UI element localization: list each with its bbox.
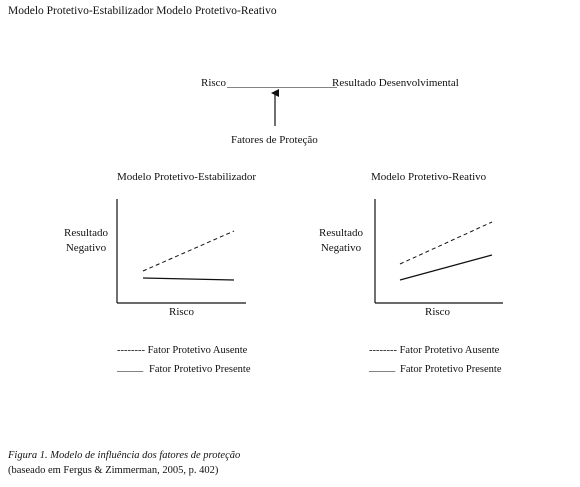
- risk-outcome-connector: ____________________: [227, 77, 337, 89]
- left-legend-present-swatch: _____: [117, 362, 144, 373]
- right-panel-ylabel-line1: Resultado: [319, 227, 363, 239]
- right-legend-present-swatch: _____: [369, 362, 396, 373]
- right-panel-ylabel-line2: Negativo: [320, 242, 362, 254]
- left-panel-absent-line: [143, 231, 234, 271]
- protective-factors-label: Fatores de Proteção: [231, 134, 318, 146]
- developmental-outcome-label: Resultado Desenvolvimental: [332, 77, 459, 89]
- left-panel-title: Modelo Protetivo-Estabilizador: [117, 171, 256, 183]
- right-panel-title: Modelo Protetivo-Reativo: [371, 171, 487, 183]
- page-title: Modelo Protetivo-Estabilizador Modelo Protetivo-Reativo: [8, 5, 277, 17]
- right-legend-present: Fator Protetivo Presente: [400, 364, 502, 375]
- right-panel-xlabel: Risco: [425, 306, 451, 318]
- risk-label: Risco: [201, 77, 227, 89]
- left-legend-absent: -------- Fator Protetivo Ausente: [117, 345, 248, 356]
- left-panel-ylabel-line1: Resultado: [64, 227, 108, 239]
- left-legend-present: Fator Protetivo Presente: [149, 364, 251, 375]
- left-panel-ylabel-line2: Negativo: [65, 242, 107, 254]
- right-legend-absent: -------- Fator Protetivo Ausente: [369, 345, 500, 356]
- right-panel-present-line: [400, 255, 492, 280]
- figure-caption: Figura 1. Modelo de influência dos fatores de proteção: [8, 450, 241, 461]
- left-panel-xlabel: Risco: [169, 306, 195, 318]
- left-panel-present-line: [143, 278, 234, 280]
- right-panel-absent-line: [400, 222, 492, 264]
- figure-source: (baseado em Fergus & Zimmerman, 2005, p. 402): [8, 465, 219, 476]
